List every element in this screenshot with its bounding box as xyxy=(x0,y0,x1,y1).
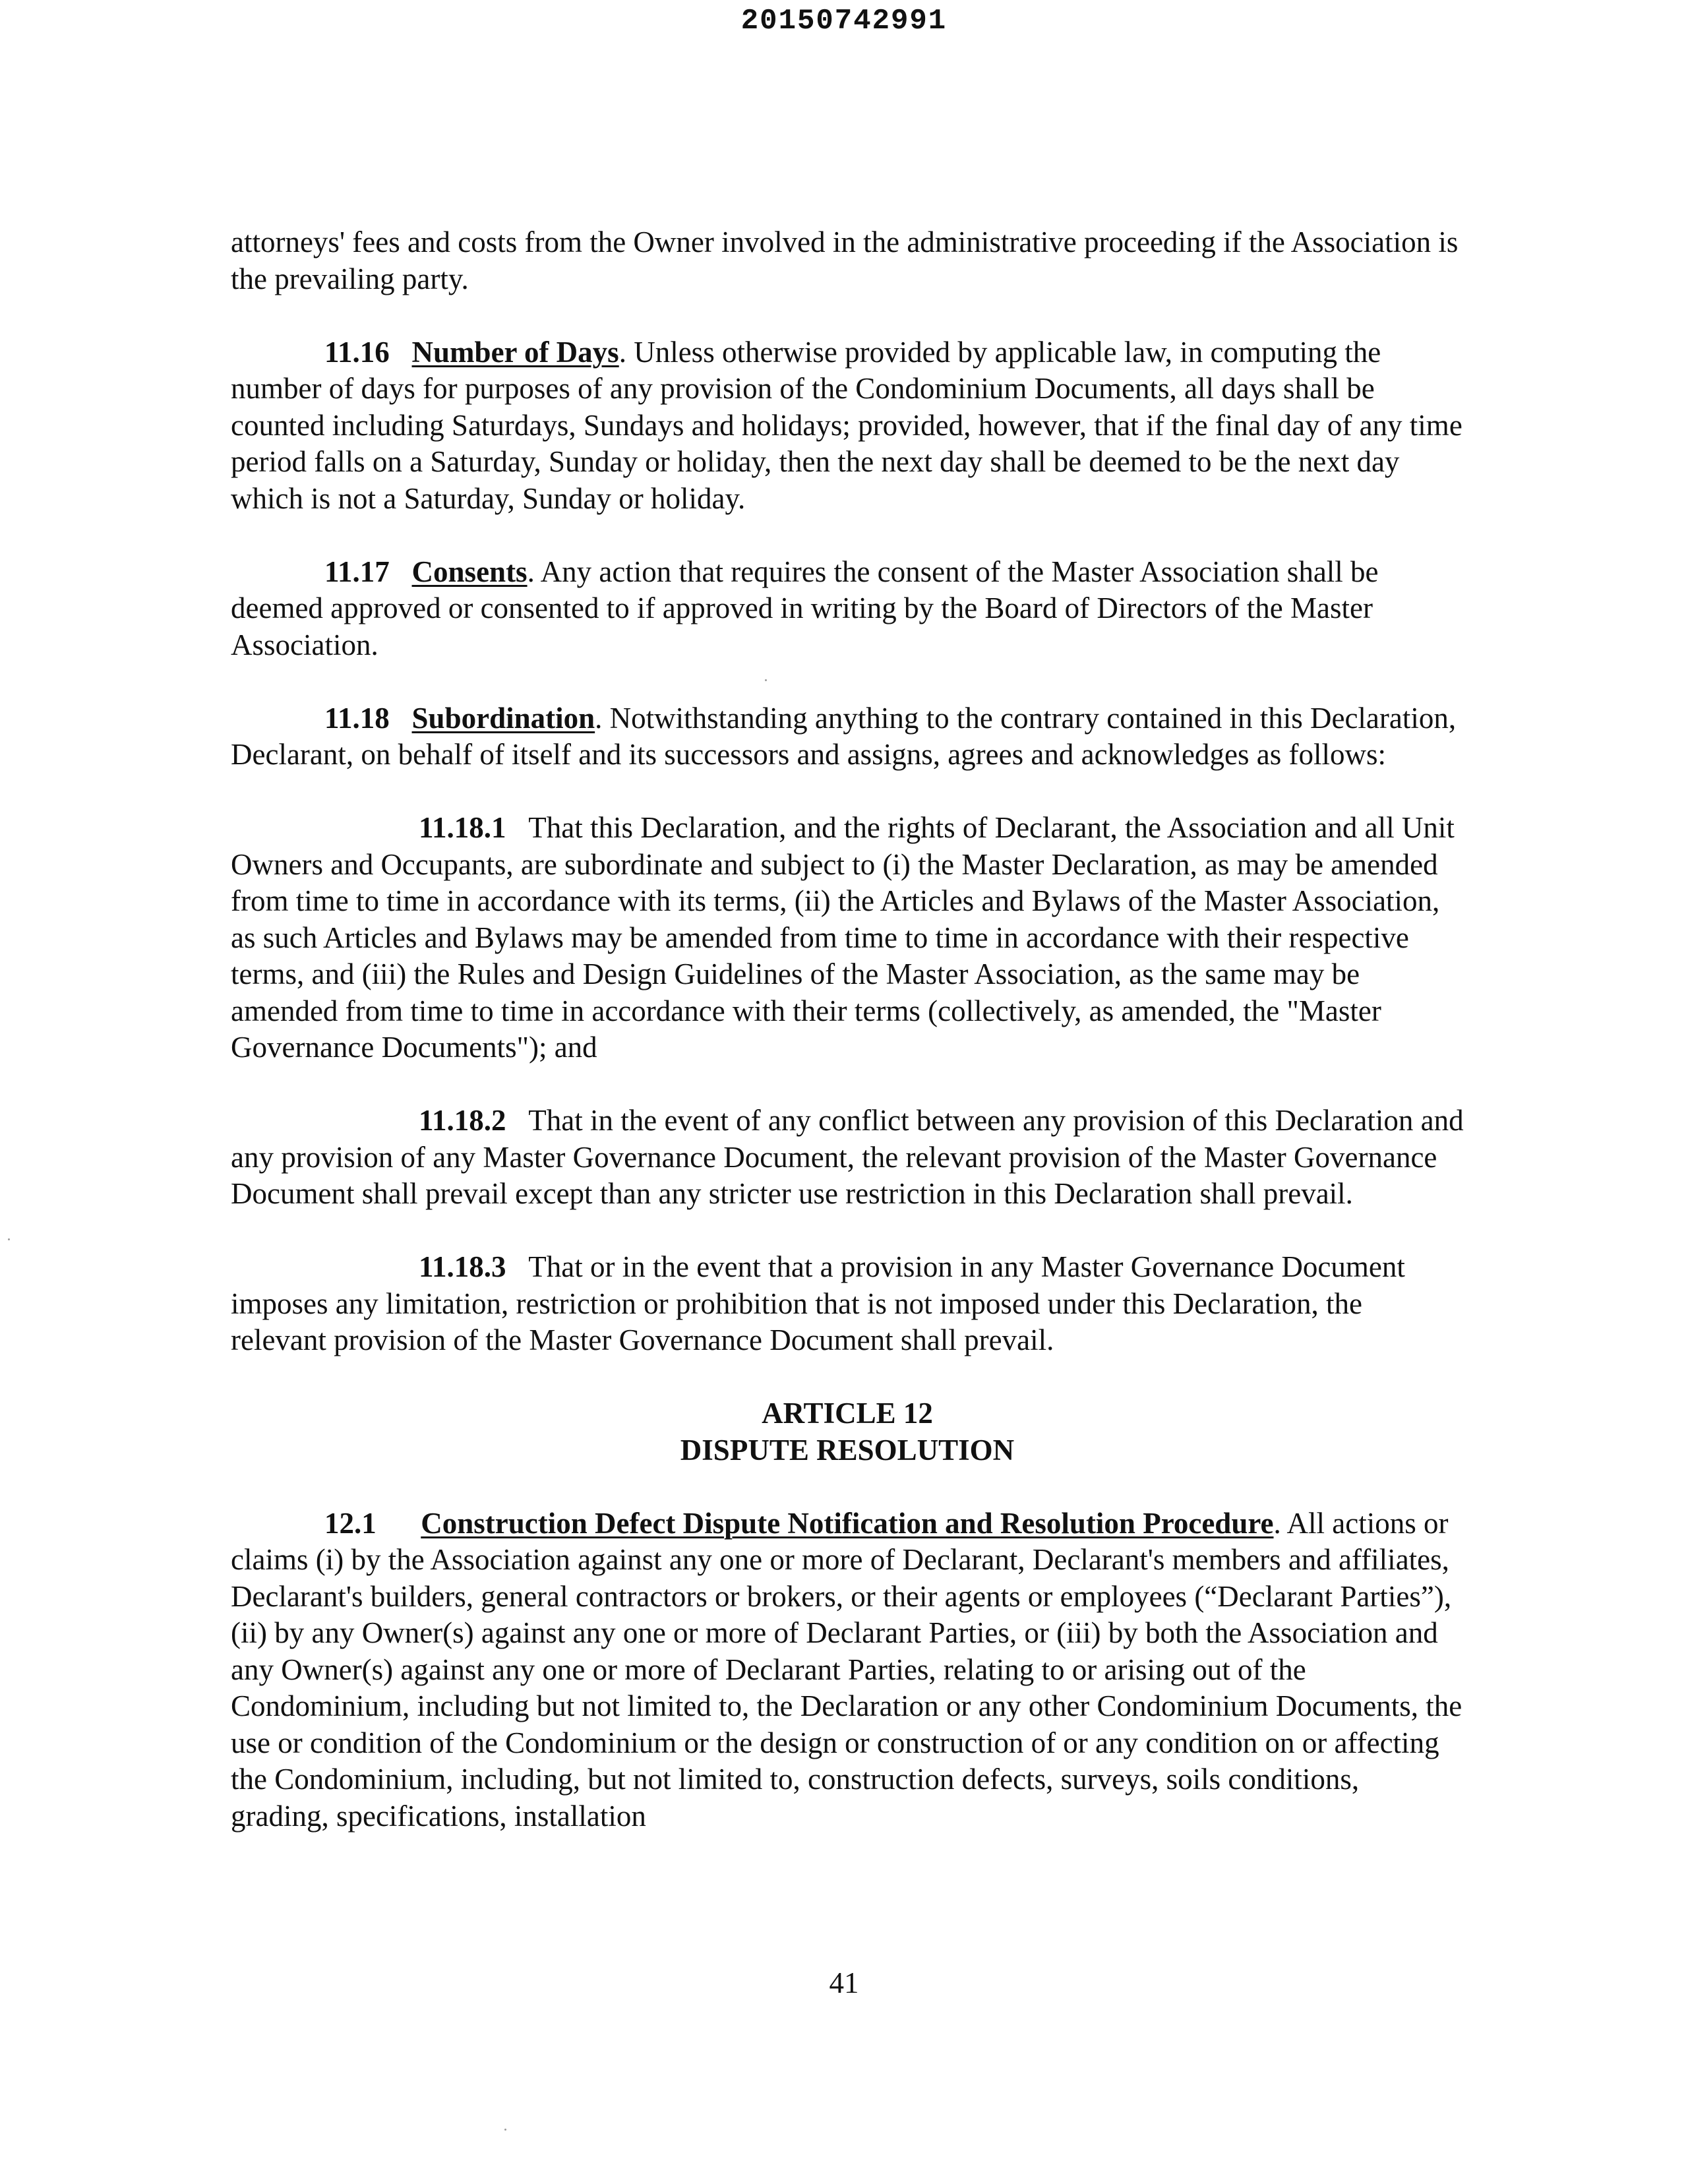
subsection-text: That this Declaration, and the rights of Declarant, the Association and all Unit Owners and Occupants, are subordinate and subject to (i) the Master Declaration, as may be amended from time to time in accordance with its terms, (ii) the Articles and Bylaws of the Master Association, as such Articles and Bylaws may be amended from time to time in accordance with their respective terms, and (iii) the Rules and Design Guidelines of the Master Association, as the same may be amended from time to time in accordance with their terms (collectively, as amended, the "Master Governance Documents"); and xyxy=(231,811,1455,1064)
section-11-18-3 xyxy=(231,1249,1464,1359)
section-text: . All actions or claims (i) by the Association against any one or more of Declarant, Declarant's members and affiliates, Declarant's builders, general contractors or brokers, or their agents or employees (“Declarant Parties”), (ii) by any Owner(s) against any one or more of Declarant Parties, or (iii) by both the Association and any Owner(s) against any one or more of Declarant Parties, relating to or arising out of the Condominium, including but not limited to, the Declaration or any other Condominium Documents, the use or condition of the Condominium or the design or construction of or any condition on or affecting the Condominium, including, but not limited to, construction defects, surveys, soils conditions, grading, specifications, installation xyxy=(231,1506,1462,1833)
section-number: 11.18 xyxy=(324,701,390,735)
subsection-text: That in the event of any conflict between any provision of this Declaration and any provision of any Master Governance Document, the relevant provision of the Master Governance Document shall prevail except than any stricter use restriction in this Declaration shall prevail. xyxy=(231,1104,1464,1210)
section-11-18-1 xyxy=(231,810,1464,1066)
section-heading: Subordination xyxy=(411,701,595,735)
document-number: 20150742991 xyxy=(740,5,948,38)
document-body xyxy=(231,224,1464,1871)
section-heading: Consents xyxy=(411,555,528,588)
section-number: 11.16 xyxy=(324,335,390,369)
subsection-number: 11.18.3 xyxy=(419,1250,506,1283)
section-11-18-2 xyxy=(231,1103,1464,1213)
subsection-number: 11.18.1 xyxy=(419,811,506,844)
article-heading xyxy=(231,1395,1464,1469)
section-number: 12.1 xyxy=(324,1506,377,1540)
paragraph-continuation: attorneys' fees and costs from the Owner involved in the administrative proceeding if the Association is the prevailing party. xyxy=(231,226,1459,295)
subsection-number: 11.18.2 xyxy=(419,1104,506,1137)
section-11-17 xyxy=(231,554,1464,664)
section-number: 11.17 xyxy=(324,555,390,588)
section-11-18 xyxy=(231,700,1464,774)
section-text: . Any action that requires the consent of the Master Association shall be deemed approved or consented to if approved in writing by the Board of Directors of the Master Association. xyxy=(231,555,1379,661)
scan-speck xyxy=(8,1238,10,1240)
section-12-1 xyxy=(231,1505,1464,1835)
scan-speck xyxy=(765,679,767,681)
article-title: DISPUTE RESOLUTION xyxy=(680,1433,1015,1467)
section-text: . Unless otherwise provided by applicable law, in computing the number of days for purposes of any provision of the Condominium Documents, all days shall be counted including Saturdays, Sundays and holidays; provided, however, that if the final day of any time period falls on a Saturday, Sunday or holiday, then the next day shall be deemed to be the next day which is not a Saturday, Sunday or holiday. xyxy=(231,335,1462,515)
subsection-text: That or in the event that a provision in any Master Governance Document imposes any limitation, restriction or prohibition that is not imposed under this Declaration, the relevant provision of the Master Governance Document shall prevail. xyxy=(231,1250,1405,1356)
scan-speck xyxy=(504,2129,506,2131)
section-heading: Construction Defect Dispute Notification and Resolution Procedure xyxy=(421,1506,1274,1540)
section-11-16 xyxy=(231,334,1464,518)
article-number: ARTICLE 12 xyxy=(762,1397,933,1430)
section-text: . Notwithstanding anything to the contrary contained in this Declaration, Declarant, on behalf of itself and its successors and assigns, agrees and acknowledges as follows: xyxy=(231,701,1457,771)
section-heading: Number of Days xyxy=(411,335,619,369)
page-number: 41 xyxy=(829,1966,859,1999)
